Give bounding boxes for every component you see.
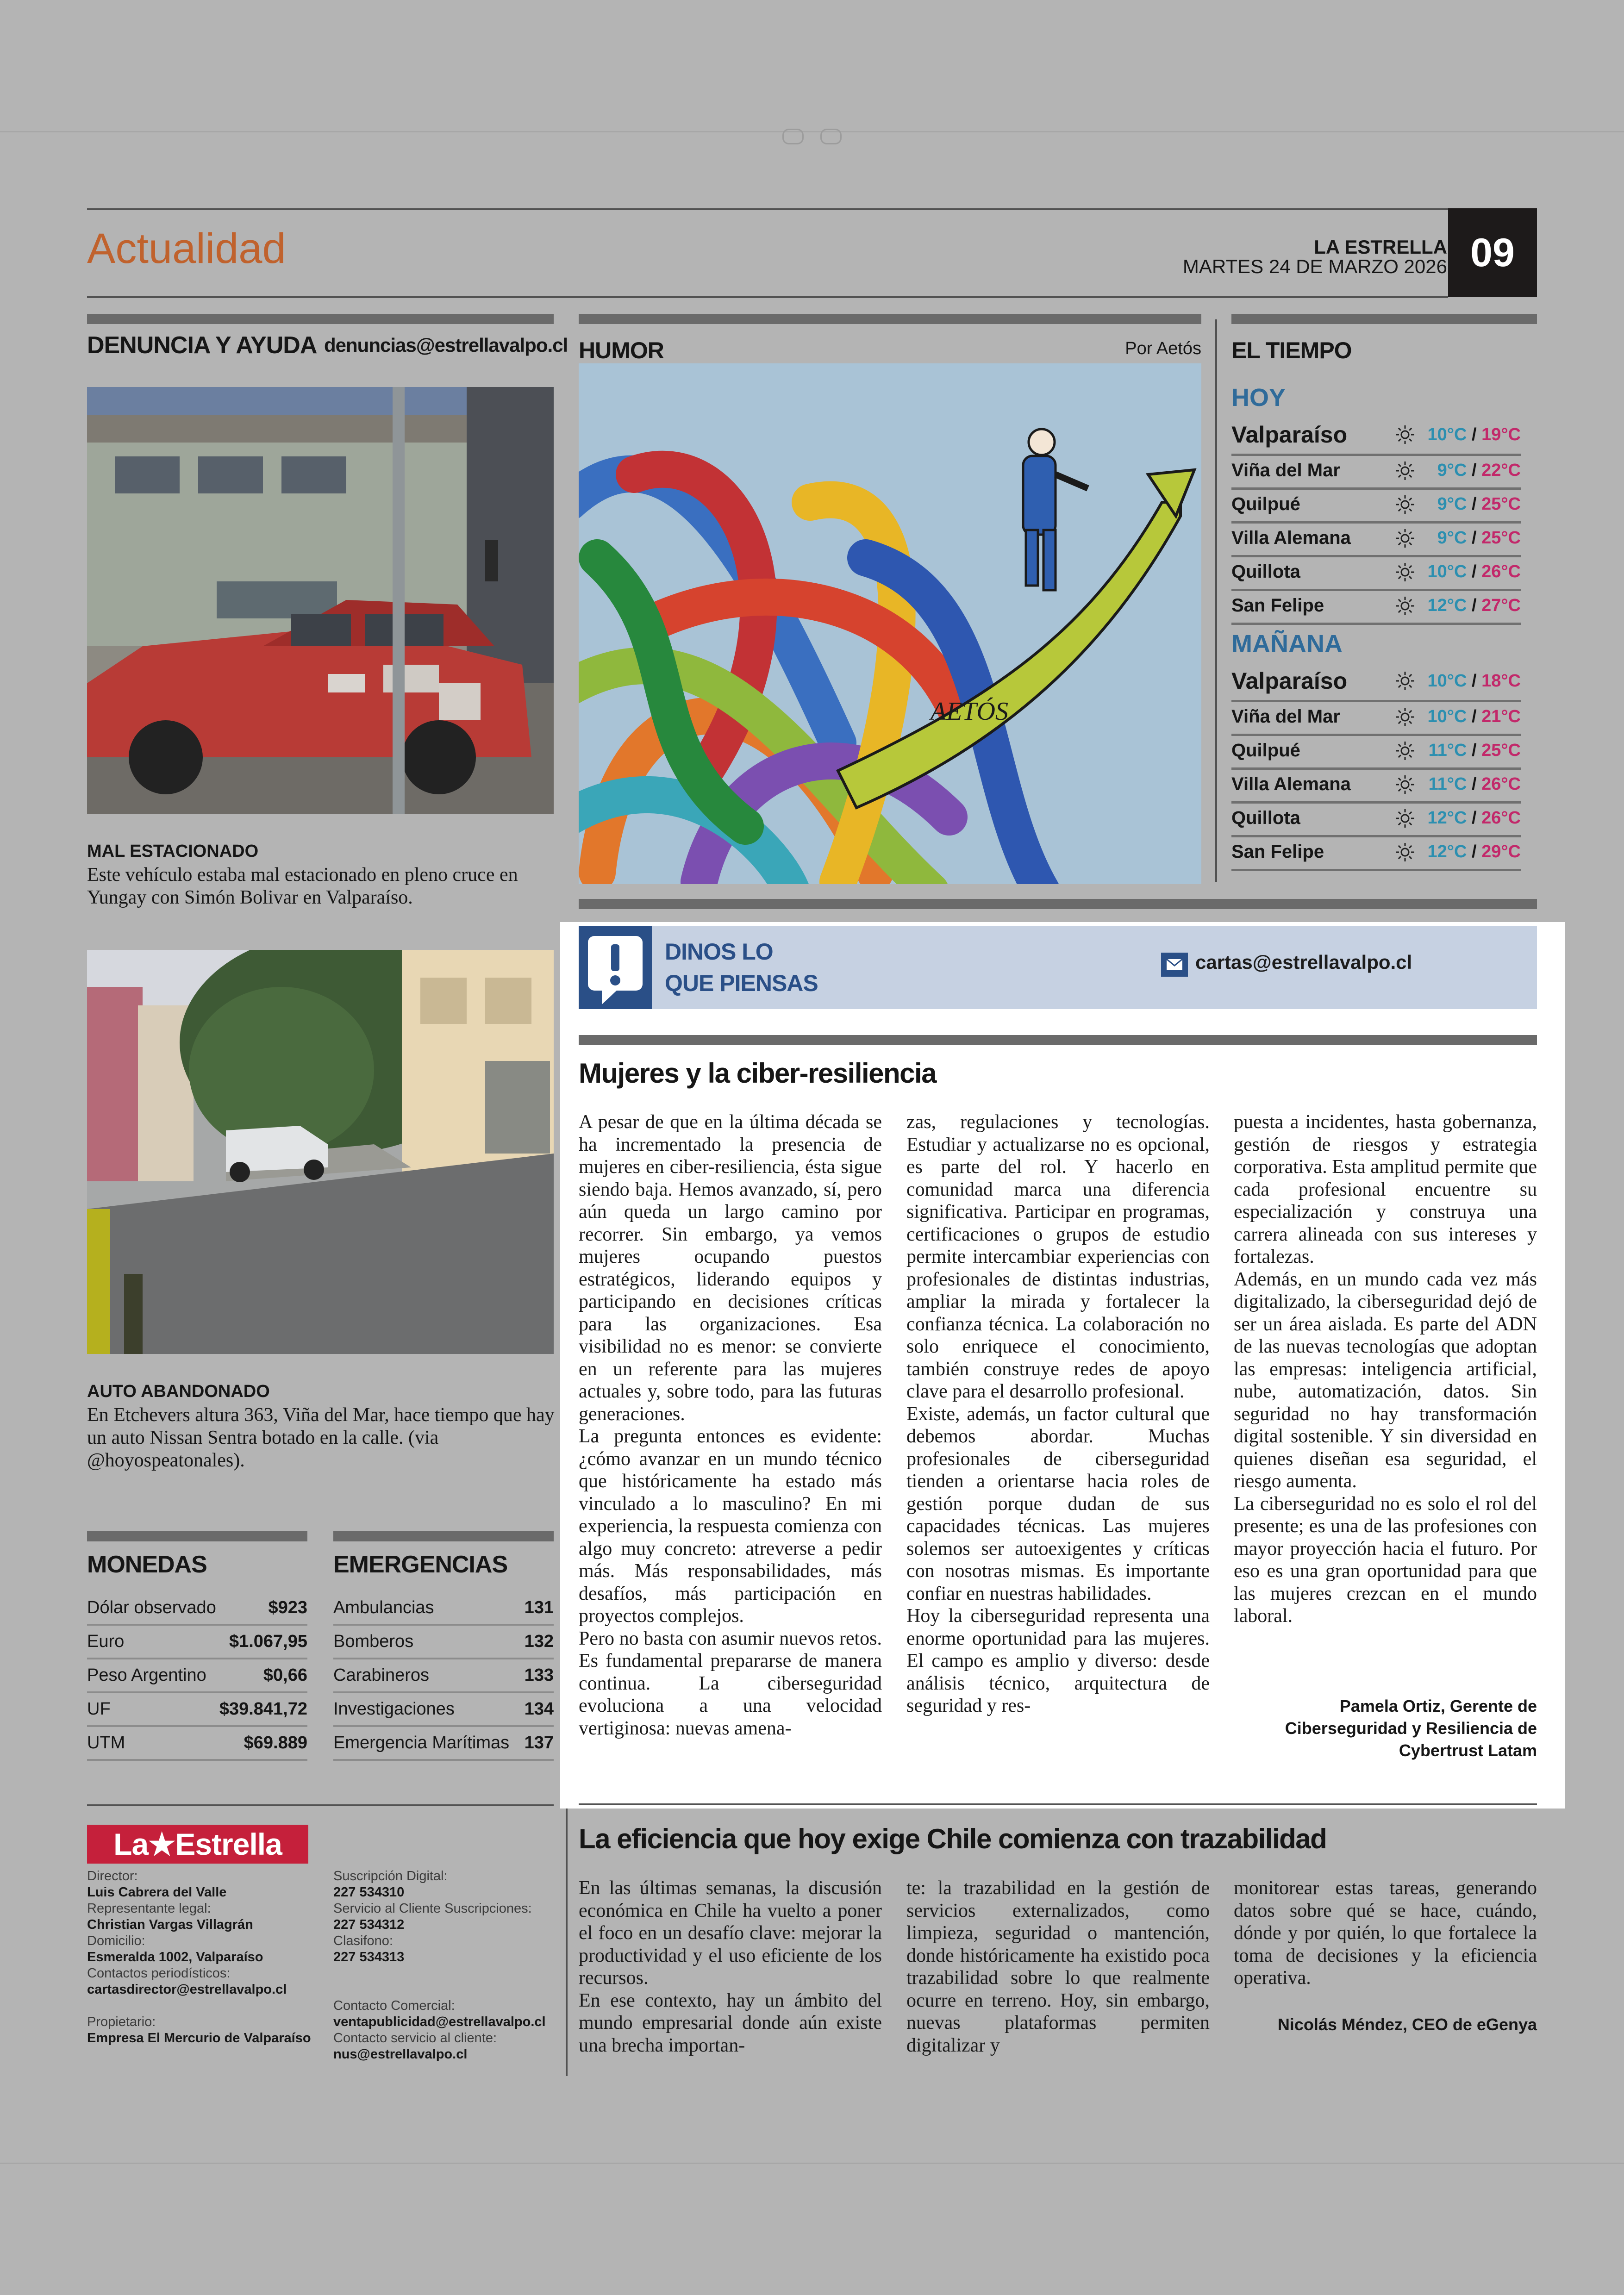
weather-temp [1421, 842, 1521, 862]
page-bottom-edge [0, 2163, 1624, 2164]
article-top-bar [579, 1035, 1537, 1045]
mail-icon [1161, 953, 1188, 977]
temp-max: 25°C [1481, 528, 1521, 548]
sun-icon [1389, 841, 1421, 863]
sun-icon [1389, 493, 1421, 516]
weather-temp [1421, 741, 1521, 761]
staff-label: Suscripción Digital: [333, 1869, 448, 1883]
denuncias-title: DENUNCIA Y AYUDA [87, 332, 317, 359]
temp-max: 27°C [1481, 596, 1521, 615]
sun-icon [1389, 561, 1421, 583]
column-divider [1215, 319, 1217, 882]
sun-icon [1389, 706, 1421, 728]
sun-icon [1389, 527, 1421, 549]
temp-separator: / [1467, 842, 1482, 861]
monedas-name: UF [87, 1699, 111, 1719]
staff-label: Servicio al Cliente Suscripciones: [333, 1901, 532, 1916]
scroll-indicator [782, 129, 804, 144]
la-estrella-logo: La★Estrella [87, 1825, 308, 1864]
temp-min: 10°C [1427, 671, 1467, 691]
emergencias-row [333, 1625, 554, 1659]
temp-max: 21°C [1481, 707, 1521, 726]
emergencias-row [333, 1727, 554, 1761]
weather-row [1231, 454, 1521, 490]
letters-banner-title [665, 936, 818, 999]
staff-value: Esmeralda 1002, Valparaíso [87, 1950, 263, 1964]
weather-temp [1421, 671, 1521, 691]
temp-separator: / [1467, 741, 1482, 760]
banner-line-2: QUE PIENSAS [665, 970, 818, 996]
temp-min: 12°C [1427, 842, 1467, 861]
column-divider [566, 1808, 568, 2076]
masthead-date: MARTES 24 DE MARZO 2026 [1182, 256, 1447, 277]
weather-city: Valparaíso [1231, 422, 1348, 448]
monedas-value: $39.841,72 [219, 1699, 307, 1719]
staff-value: 227 534310 [333, 1885, 405, 1900]
article-2-signature: Nicolás Méndez, CEO de eGenya [1277, 2015, 1537, 2034]
weather-city: Quillota [1231, 561, 1300, 582]
article-1-col-3: puesta a incidentes, hasta gobernanza, gestión de riesgos y estrategia corporativa. Esta amplitud permite que cada profesional encuentre su especialización y construya una carrera alineada con sus intereses y fortalezas. Además, en un mundo cada vez más digitalizado, la ciberseguridad dejó de ser un área aislada. Es parte del ADN de las nuevas tecnologías que adoptan las empresas: inteligencia artificial, nube, automatización, datos. Sin seguridad no hay transformación digital sostenible. Y sin diversidad en quienes diseñan esa seguridad, el riesgo aumenta. La ciberseguridad no es solo el rol del presente; es una de las profesiones con mayor proyección hacia el futuro. Por eso es una gran oportunidad para que las mujeres crezcan en el mundo laboral. [1234, 1111, 1537, 1627]
section-title: Actualidad [87, 225, 286, 272]
weather-day-label: MAÑANA [1231, 630, 1343, 658]
caption-text-1: Este vehículo estaba mal estacionado en pleno cruce en Yungay con Simón Bolivar en Valparaíso. [87, 864, 518, 908]
emergencias-row [333, 1693, 554, 1727]
weather-temp [1421, 707, 1521, 727]
column-bar [87, 1531, 307, 1541]
emergencias-value: 137 [524, 1733, 554, 1752]
weather-city: Quilpué [1231, 494, 1300, 514]
monedas-row [87, 1693, 307, 1727]
signature-line: Cybertrust Latam [1399, 1741, 1537, 1760]
temp-separator: / [1467, 494, 1482, 514]
denuncias-email[interactable]: denuncias@estrellavalpo.cl [324, 334, 568, 356]
sun-icon [1389, 460, 1421, 482]
weather-temp [1421, 425, 1521, 445]
temp-separator: / [1467, 424, 1482, 444]
temp-max: 29°C [1481, 842, 1521, 861]
staff-value: Empresa El Mercurio de Valparaíso [87, 2031, 311, 2046]
weather-temp [1421, 494, 1521, 514]
staff-value[interactable]: ventapublicidad@estrellavalpo.cl [333, 2014, 546, 2029]
article-1-signature [1234, 1695, 1537, 1762]
exclamation-icon [579, 926, 652, 1009]
temp-min: 9°C [1437, 528, 1467, 548]
column-bar [579, 314, 1201, 324]
monedas-name: Euro [87, 1631, 125, 1651]
humor-cartoon [579, 363, 1201, 884]
humor-title: HUMOR [579, 337, 664, 363]
column-bar [579, 899, 1537, 909]
caption-text-2: En Etchevers altura 363, Viña del Mar, hace tiempo que hay un auto Nissan Sentra botado en la calle. (via @hoyospeatonales). [87, 1404, 555, 1471]
staff-value[interactable]: cartasdirector@estrellavalpo.cl [87, 1982, 287, 1997]
caption-title-2: AUTO ABANDONADO [87, 1382, 270, 1401]
temp-separator: / [1467, 596, 1482, 615]
temp-separator: / [1467, 774, 1482, 794]
temp-min: 12°C [1427, 596, 1467, 615]
emergencias-value: 132 [524, 1631, 554, 1651]
temp-separator: / [1467, 808, 1482, 828]
monedas-row [87, 1591, 307, 1626]
weather-temp [1421, 461, 1521, 480]
emergencias-name: Carabineros [333, 1665, 429, 1685]
temp-min: 9°C [1437, 461, 1467, 480]
staff-value: Luis Cabrera del Valle [87, 1885, 227, 1900]
weather-row [1231, 700, 1521, 736]
temp-max: 18°C [1481, 671, 1521, 691]
temp-max: 22°C [1481, 461, 1521, 480]
temp-min: 12°C [1427, 808, 1467, 828]
emergencias-name: Ambulancias [333, 1597, 434, 1617]
header-top-rule [87, 208, 1448, 210]
temp-min: 11°C [1428, 774, 1467, 794]
weather-temp [1421, 774, 1521, 794]
signature-line: Ciberseguridad y Resiliencia de [1285, 1719, 1537, 1738]
article-2-col-1: En las últimas semanas, la discusión económica en Chile ha vuelto a poner el foco en un desafío clave: mejorar la productividad y el uso eficiente de los recursos. En ese contexto, hay un ámbito del mundo empresarial donde aún existe una brecha importan- [579, 1877, 882, 2056]
monedas-value: $69.889 [244, 1733, 307, 1752]
temp-max: 19°C [1481, 424, 1521, 444]
masthead-name: LA ESTRELLA [1314, 236, 1447, 258]
sun-icon [1389, 740, 1421, 762]
emergencias-name: Investigaciones [333, 1699, 455, 1719]
staff-label: Clasifono: [333, 1933, 393, 1948]
weather-temp [1421, 562, 1521, 582]
staff-label: Contactos periodísticos: [87, 1966, 231, 1981]
weather-city: Viña del Mar [1231, 460, 1340, 480]
photo-auto-abandonado [87, 950, 554, 1354]
staff-left [87, 1868, 314, 2046]
humor-author: Por Aetós [1125, 339, 1201, 358]
monedas-title: MONEDAS [87, 1551, 207, 1578]
article-1-title: Mujeres y la ciber-resiliencia [579, 1058, 937, 1089]
weather-row [1231, 801, 1521, 837]
monedas-value: $923 [268, 1597, 307, 1617]
weather-title: EL TIEMPO [1231, 337, 1352, 363]
temp-separator: / [1467, 562, 1482, 581]
weather-temp [1421, 528, 1521, 548]
weather-row [1231, 835, 1521, 871]
staff-value: 227 534312 [333, 1917, 405, 1932]
staff-value[interactable]: nus@estrellavalpo.cl [333, 2047, 468, 2062]
article-1-col-1: A pesar de que en la última década se ha incrementado la presencia de mujeres en ciber-resiliencia, ésta sigue siendo baja. Hemos avanzado, sí, pero aún queda un largo camino por recorrer. Sin embargo, ya vemos mujeres ocupando puestos estratégicos, liderando equipos y participando en decisiones críticas para las organizaciones. Esa visibilidad no es menor: se convierte en un referente para las mujeres actuales y, sobre todo, para las futuras generaciones. La pregunta entonces es evidente: ¿cómo avanzar en un mundo técnico que históricamente ha estado más vinculado a lo masculino? En mi experiencia, la respuesta comienza con algo muy concreto: atreverse a pedir más. Más responsabilidades, más desafíos, más participación en proyectos complejos. Pero no basta con asumir nuevos retos. Es fundamental prepararse de manera continua. La ciberseguridad evoluciona a una velocidad vertiginosa: nuevas amena- [579, 1111, 882, 1739]
cartoon-signature: AETÓS [931, 697, 1008, 726]
temp-min: 10°C [1427, 707, 1467, 726]
weather-city: Quillota [1231, 808, 1300, 828]
emergencias-name: Bomberos [333, 1631, 414, 1651]
staff-label: Contacto servicio al cliente: [333, 2031, 497, 2046]
monedas-name: Peso Argentino [87, 1665, 206, 1685]
weather-row [1231, 487, 1521, 524]
weather-city: San Felipe [1231, 595, 1324, 616]
weather-row [1231, 734, 1521, 770]
weather-row [1231, 555, 1521, 591]
weather-row [1231, 767, 1521, 804]
weather-row [1231, 521, 1521, 557]
temp-separator: / [1467, 707, 1482, 726]
column-bar [1231, 314, 1537, 324]
staff-label: Representante legal: [87, 1901, 211, 1916]
emergencias-name: Emergencia Marítimas [333, 1733, 510, 1752]
sun-icon [1389, 595, 1421, 617]
temp-min: 9°C [1437, 494, 1467, 514]
temp-max: 25°C [1481, 741, 1521, 760]
emergencias-value: 131 [524, 1597, 554, 1617]
monedas-row [87, 1625, 307, 1659]
sun-icon [1389, 807, 1421, 829]
weather-row [1231, 416, 1521, 456]
weather-city: San Felipe [1231, 842, 1324, 862]
temp-max: 26°C [1481, 562, 1521, 581]
monedas-name: UTM [87, 1733, 125, 1752]
temp-separator: / [1467, 528, 1482, 548]
sun-icon [1389, 670, 1421, 692]
article-separator [579, 1803, 1537, 1805]
weather-temp [1421, 596, 1521, 616]
monedas-name: Dólar observado [87, 1597, 216, 1617]
temp-separator: / [1467, 461, 1482, 480]
header-bottom-rule [87, 296, 1448, 298]
monedas-row [87, 1727, 307, 1761]
temp-max: 26°C [1481, 808, 1521, 828]
weather-city: Villa Alemana [1231, 774, 1351, 794]
staff-right [333, 1868, 556, 2063]
weather-day-label: HOY [1231, 384, 1286, 412]
weather-city: Viña del Mar [1231, 706, 1340, 727]
page-edge [0, 131, 1624, 132]
emergencias-row [333, 1659, 554, 1693]
staff-rule [87, 1804, 554, 1806]
staff-label: Propietario: [87, 2014, 156, 2029]
emergencias-value: 133 [524, 1665, 554, 1685]
temp-min: 11°C [1428, 741, 1467, 760]
temp-separator: / [1467, 671, 1482, 691]
column-bar [87, 314, 554, 324]
emergencias-row [333, 1591, 554, 1626]
monedas-value: $0,66 [263, 1665, 307, 1685]
staff-label: Contacto Comercial: [333, 1998, 455, 2013]
staff-value: Christian Vargas Villagrán [87, 1917, 253, 1932]
letters-email[interactable]: cartas@estrellavalpo.cl [1195, 951, 1412, 973]
temp-max: 25°C [1481, 494, 1521, 514]
temp-min: 10°C [1427, 562, 1467, 581]
photo-mal-estacionado [87, 387, 554, 814]
weather-city: Valparaíso [1231, 668, 1348, 694]
emergencias-title: EMERGENCIAS [333, 1551, 508, 1578]
article-2-title: La eficiencia que hoy exige Chile comienza con trazabilidad [579, 1823, 1327, 1854]
weather-city: Villa Alemana [1231, 528, 1351, 548]
monedas-value: $1.067,95 [229, 1631, 307, 1651]
banner-line-1: DINOS LO [665, 939, 773, 965]
scroll-indicator [820, 129, 842, 144]
weather-row [1231, 589, 1521, 625]
article-2-col-2: te: la trazabilidad en la gestión de servicios externalizados, como limpieza, seguridad o mantención, donde históricamente ha existido poca trazabilidad sobre lo que realmente ocurre en terreno. Hoy, sin embargo, nuevas plataformas permiten digitalizar y [906, 1877, 1210, 2056]
staff-label: Director: [87, 1869, 138, 1883]
weather-row [1231, 662, 1521, 702]
signature-line: Pamela Ortiz, Gerente de [1339, 1696, 1537, 1715]
staff-value: 227 534313 [333, 1950, 405, 1964]
sun-icon [1389, 424, 1421, 446]
article-2-col-3: monitorear estas tareas, generando datos sobre qué se hace, cuándo, dónde y por quién, lo que fortalece la toma de decisiones y la eficiencia operativa. [1234, 1877, 1537, 1989]
article-1-col-2: zas, regulaciones y tecnologías. Estudiar y actualizarse no es opcional, es parte del rol. Y hacerlo en comunidad marca una diferencia significativa. Participar en programas, certificaciones o grupos de estudio permite intercambiar experiencias con profesionales de distintas industrias, ampliar la mirada y fortalecer la confianza técnica. La colaboración no solo enriquece el conocimiento, también construye redes de apoyo clave para el desarrollo profesional. Existe, además, un factor cultural que debemos abordar. Muchas profesionales de ciberseguridad tienden a orientarse hacia roles de gestión porque dudan de sus capacidades técnicas. Las mujeres solemos ser autoexigentes y críticas con nosotras mismas. Es importante confiar en nuestras habilidades. Hoy la ciberseguridad representa una enorme oportunidad para las mujeres. El campo es amplio y diverso: desde análisis técnico, arquitectura de seguridad y res- [906, 1111, 1210, 1716]
column-bar [333, 1531, 554, 1541]
page-number: 09 [1448, 208, 1537, 297]
emergencias-value: 134 [524, 1699, 554, 1719]
weather-temp [1421, 808, 1521, 828]
temp-min: 10°C [1427, 424, 1467, 444]
caption-title-1: MAL ESTACIONADO [87, 842, 259, 861]
monedas-row [87, 1659, 307, 1693]
temp-max: 26°C [1481, 774, 1521, 794]
sun-icon [1389, 773, 1421, 796]
weather-city: Quilpué [1231, 740, 1300, 761]
staff-label: Domicilio: [87, 1933, 145, 1948]
